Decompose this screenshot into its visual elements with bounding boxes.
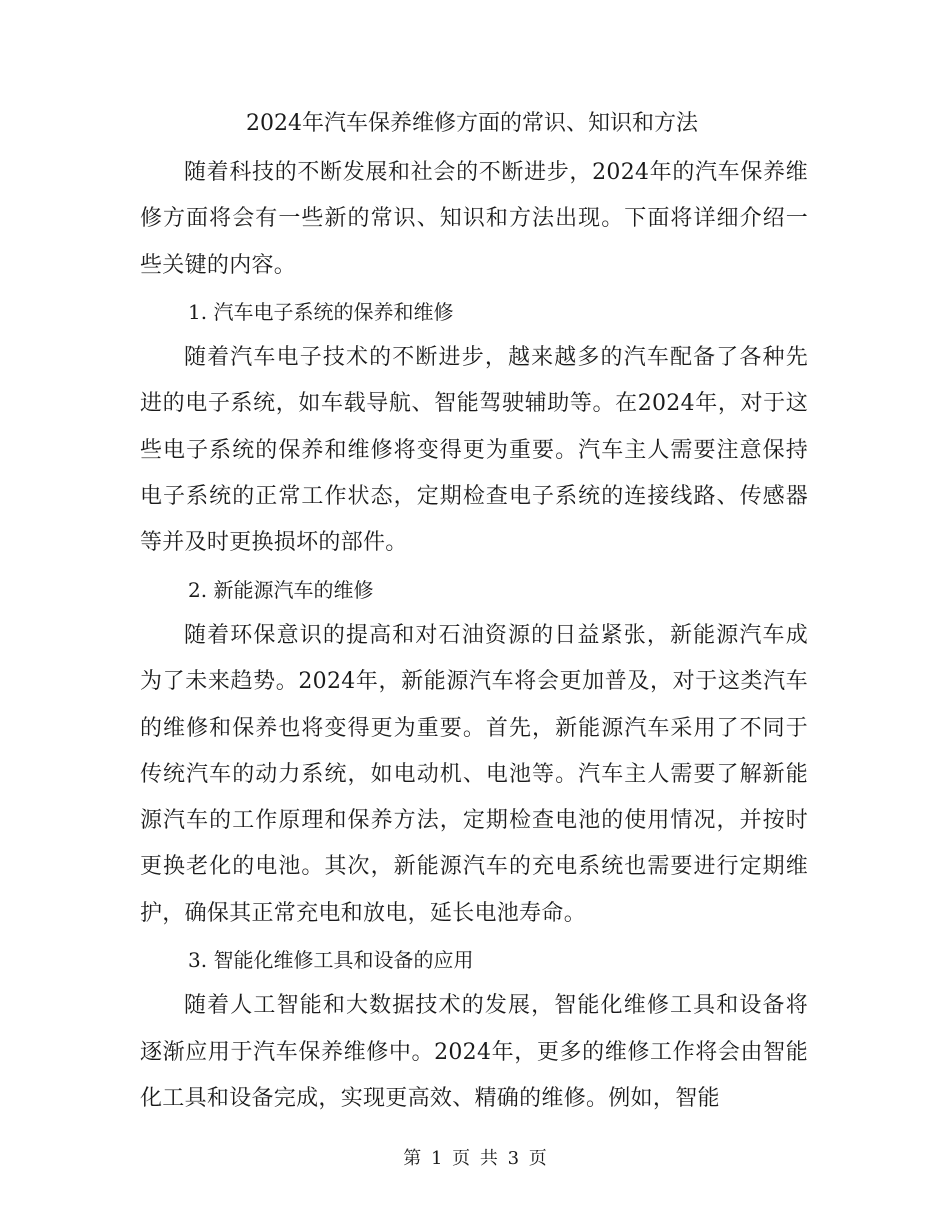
document-body: [140, 98, 808, 1122]
section-heading-1: 1. 汽车电子系统的保养和维修: [188, 299, 454, 324]
section-heading-3: 3. 智能化维修工具和设备的应用: [188, 948, 474, 973]
document-title: 2024年汽车保养维修方面的常识、知识和方法: [246, 111, 698, 136]
section-paragraph-1: 随着汽车电子技术的不断进步，越来越多的汽车配备了各种先进的电子系统，如车载导航、智能驾驶辅助等。在2024年，对于这些电子系统的保养和维修将变得更为重要。汽车主人需要注意保持电子系统的正常工作状态，定期检查电子系统的连接线路、传感器等并及时更换损坏的部件。: [140, 345, 808, 556]
intro-paragraph: 随着科技的不断发展和社会的不断进步，2024年的汽车保养维修方面将会有一些新的常识、知识和方法出现。下面将详细介绍一些关键的内容。: [140, 160, 808, 278]
section-paragraph-2: 随着环保意识的提高和对石油资源的日益紧张，新能源汽车成为了未来趋势。2024年，新能源汽车将会更加普及，对于这类汽车的维修和保养也将变得更为重要。首先，新能源汽车采用了不同于传统汽车的动力系统，如电动机、电池等。汽车主人需要了解新能源汽车的工作原理和保养方法，定期检查电池的使用情况，并按时更换老化的电池。其次，新能源汽车的充电系统也需要进行定期维护，确保其正常充电和放电，延长电池寿命。: [140, 622, 808, 926]
section-heading-2: 2. 新能源汽车的维修: [188, 577, 374, 602]
page-number-footer: 第 1 页 共 3 页: [403, 1148, 547, 1169]
section-paragraph-3: 随着人工智能和大数据技术的发展，智能化维修工具和设备将逐渐应用于汽车保养维修中。2024年，更多的维修工作将会由智能化工具和设备完成，实现更高效、精确的维修。例如，智能: [140, 993, 808, 1111]
